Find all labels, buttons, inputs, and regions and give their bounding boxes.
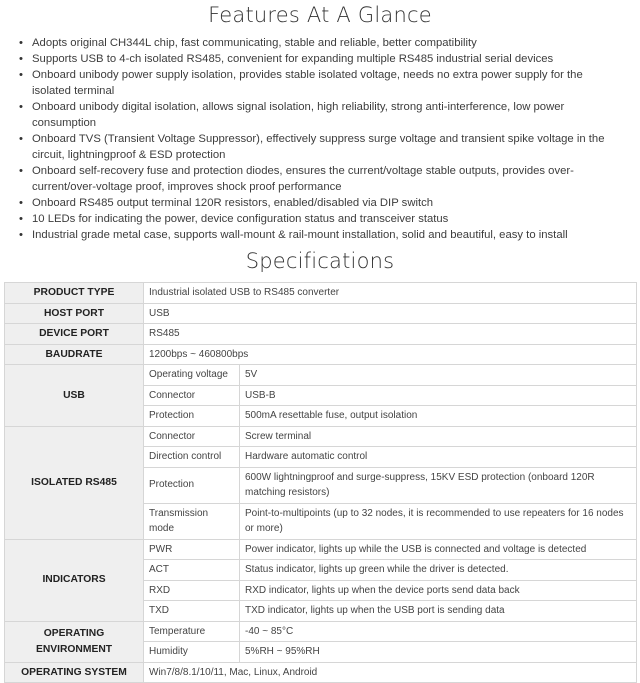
spec-subvalue: 5V [240, 365, 637, 386]
spec-subname: Connector [144, 385, 240, 406]
spec-label-product-type: PRODUCT TYPE [5, 283, 144, 304]
table-row [5, 621, 637, 642]
table-row [5, 539, 637, 560]
feature-item: • 10 LEDs for indicating the power, device configuration status and transceiver status [18, 211, 618, 227]
spec-label-usb: USB [5, 365, 144, 427]
spec-subvalue: -40 ~ 85°C [240, 621, 637, 642]
spec-value-host-port: USB [144, 303, 637, 324]
feature-item: • Industrial grade metal case, supports wall-mount & rail-mount installation, solid and beautiful, easy to install [18, 227, 618, 243]
spec-subname: ACT [144, 560, 240, 581]
spec-value-baudrate: 1200bps ~ 460800bps [144, 344, 637, 365]
features-list [18, 35, 618, 243]
spec-subname: Connector [144, 426, 240, 447]
spec-label-operating-system: OPERATING SYSTEM [5, 662, 144, 683]
spec-subname: Humidity [144, 642, 240, 663]
feature-item: • Adopts original CH344L chip, fast communicating, stable and reliable, better compatibility [18, 35, 618, 51]
feature-item: • Onboard self-recovery fuse and protection diodes, ensures the current/voltage stable outputs, provides over-current/over-voltage proof, improves shock proof performance [18, 163, 618, 195]
table-row [5, 283, 637, 304]
features-title: Features At A Glance [208, 3, 432, 27]
spec-subname: Operating voltage [144, 365, 240, 386]
spec-subvalue: Screw terminal [240, 426, 637, 447]
spec-subname: Transmission mode [144, 503, 240, 539]
spec-subvalue: 5%RH ~ 95%RH [240, 642, 637, 663]
spec-label-host-port: HOST PORT [5, 303, 144, 324]
spec-subname: Direction control [144, 447, 240, 468]
table-row [5, 324, 637, 345]
spec-subvalue: RXD indicator, lights up when the device ports send data back [240, 580, 637, 601]
spec-value-device-port: RS485 [144, 324, 637, 345]
spec-subname: Protection [144, 406, 240, 427]
spec-subname: TXD [144, 601, 240, 622]
table-row [5, 426, 637, 447]
spec-value-product-type: Industrial isolated USB to RS485 converter [144, 283, 637, 304]
table-row [5, 365, 637, 386]
table-row [5, 303, 637, 324]
feature-item: • Onboard unibody power supply isolation, provides stable isolated voltage, needs no extra power supply for the isolated terminal [18, 67, 618, 99]
spec-label-isolated-rs485: ISOLATED RS485 [5, 426, 144, 539]
spec-label-device-port: DEVICE PORT [5, 324, 144, 345]
spec-subname: RXD [144, 580, 240, 601]
feature-item: • Onboard TVS (Transient Voltage Suppressor), effectively suppress surge voltage and transient spike voltage in the circuit, lightningproof & ESD protection [18, 131, 618, 163]
spec-subvalue: 600W lightningproof and surge-suppress, 15KV ESD protection (onboard 120R matching resistors) [240, 467, 637, 503]
table-row [5, 344, 637, 365]
table-row [5, 662, 637, 683]
spec-label-indicators: INDICATORS [5, 539, 144, 621]
spec-subvalue: USB-B [240, 385, 637, 406]
spec-value-operating-system: Win7/8/8.1/10/11, Mac, Linux, Android [144, 662, 637, 683]
spec-label-baudrate: BAUDRATE [5, 344, 144, 365]
spec-subname: Temperature [144, 621, 240, 642]
specifications-title: Specifications [245, 249, 395, 273]
specifications-table [4, 282, 637, 683]
spec-label-operating-environment: OPERATING ENVIRONMENT [5, 621, 144, 662]
spec-subvalue: Status indicator, lights up green while the driver is detected. [240, 560, 637, 581]
feature-item: • Onboard unibody digital isolation, allows signal isolation, high reliability, strong anti-interference, low power consumption [18, 99, 618, 131]
spec-subvalue: Hardware automatic control [240, 447, 637, 468]
feature-item: • Onboard RS485 output terminal 120R resistors, enabled/disabled via DIP switch [18, 195, 618, 211]
spec-subname: Protection [144, 467, 240, 503]
spec-subvalue: Power indicator, lights up while the USB is connected and voltage is detected [240, 539, 637, 560]
feature-item: • Supports USB to 4-ch isolated RS485, convenient for expanding multiple RS485 industrial serial devices [18, 51, 618, 67]
spec-subvalue: TXD indicator, lights up when the USB port is sending data [240, 601, 637, 622]
spec-subvalue: Point-to-multipoints (up to 32 nodes, it is recommended to use repeaters for 16 nodes or more) [240, 503, 637, 539]
spec-subname: PWR [144, 539, 240, 560]
spec-subvalue: 500mA resettable fuse, output isolation [240, 406, 637, 427]
